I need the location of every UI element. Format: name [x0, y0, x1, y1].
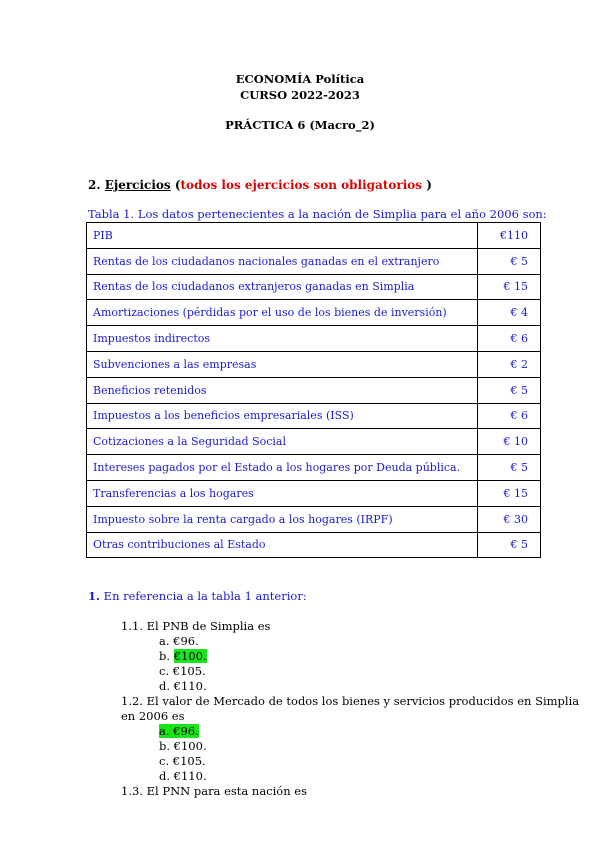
table-cell-value: € 4 — [478, 300, 541, 326]
table-cell-label: Otras contribuciones al Estado — [87, 532, 478, 558]
data-table — [86, 222, 541, 558]
table-cell-value: €110 — [478, 223, 541, 249]
section-heading — [88, 178, 432, 192]
table-cell-value: € 2 — [478, 351, 541, 377]
practice-title: PRÁCTICA 6 (Macro_2) — [225, 118, 375, 132]
table-cell-value: € 5 — [478, 248, 541, 274]
table-cell-label: Cotizaciones a la Seguridad Social — [87, 429, 478, 455]
q1-2-option-a — [159, 724, 199, 738]
table-cell-label: Beneficios retenidos — [87, 377, 478, 403]
table-row — [87, 377, 541, 403]
table-cell-value: € 6 — [478, 326, 541, 352]
table-cell-value: € 6 — [478, 403, 541, 429]
question-number: 1. — [88, 589, 101, 603]
section-number: 2. — [88, 178, 101, 192]
q1-1-option-b-prefix: b. — [159, 649, 174, 663]
q1-3-stem: 1.3. El PNN para esta nación es — [121, 784, 307, 798]
table-caption: Tabla 1. Los datos pertenecientes a la nación de Simplia para el año 2006 son: — [88, 207, 547, 221]
table-cell-label: Impuestos a los beneficios empresariales (ISS) — [87, 403, 478, 429]
question-1 — [88, 589, 307, 603]
table-row — [87, 455, 541, 481]
table-cell-label: Transferencias a los hogares — [87, 480, 478, 506]
q1-1-option-a: a. €96. — [159, 634, 199, 648]
q1-2-stem-line2: en 2006 es — [121, 709, 185, 723]
section-title: Ejercicios — [104, 178, 171, 192]
table-row — [87, 223, 541, 249]
table-cell-value: € 5 — [478, 532, 541, 558]
table-cell-value: € 30 — [478, 506, 541, 532]
q1-2-option-d: d. €110. — [159, 769, 207, 783]
table-cell-label: PIB — [87, 223, 478, 249]
table-row — [87, 326, 541, 352]
table-row — [87, 532, 541, 558]
q1-1-stem: 1.1. El PNB de Simplia es — [121, 619, 271, 633]
table-row — [87, 506, 541, 532]
table-row — [87, 429, 541, 455]
course-year: CURSO 2022-2023 — [240, 88, 360, 102]
table-row — [87, 274, 541, 300]
table-row — [87, 403, 541, 429]
q1-2-option-b: b. €100. — [159, 739, 207, 753]
section-note: todos los ejercicios son obligatorios — [180, 178, 423, 192]
table-cell-value: € 5 — [478, 455, 541, 481]
q1-1-option-d: d. €110. — [159, 679, 207, 693]
table-cell-value: € 15 — [478, 274, 541, 300]
question-text: En referencia a la tabla 1 anterior: — [100, 589, 307, 603]
table-cell-label: Impuestos indirectos — [87, 326, 478, 352]
table-cell-label: Impuesto sobre la renta cargado a los hogares (IRPF) — [87, 506, 478, 532]
table-cell-label: Subvenciones a las empresas — [87, 351, 478, 377]
section-open-paren: ( — [170, 178, 181, 192]
q1-1-option-c: c. €105. — [159, 664, 206, 678]
q1-2-stem-line1: 1.2. El valor de Mercado de todos los bienes y servicios producidos en Simplia — [121, 694, 580, 708]
course-title: ECONOMÍA Política — [235, 72, 365, 86]
q1-1-answer-highlight: €100. — [173, 649, 207, 663]
table-row — [87, 480, 541, 506]
table-cell-label: Intereses pagados por el Estado a los hogares por Deuda pública. — [87, 455, 478, 481]
table-cell-label: Rentas de los ciudadanos extranjeros ganadas en Simplia — [87, 274, 478, 300]
q1-1-option-b — [159, 649, 207, 663]
section-close-paren: ) — [422, 178, 432, 192]
table-row — [87, 351, 541, 377]
table-cell-label: Amortizaciones (pérdidas por el uso de los bienes de inversión) — [87, 300, 478, 326]
table-row — [87, 248, 541, 274]
table-row — [87, 300, 541, 326]
table-cell-value: € 15 — [478, 480, 541, 506]
table-cell-label: Rentas de los ciudadanos nacionales ganadas en el extranjero — [87, 248, 478, 274]
q1-2-answer-highlight: a. €96. — [159, 724, 199, 738]
q1-2-option-c: c. €105. — [159, 754, 206, 768]
table-cell-value: € 10 — [478, 429, 541, 455]
table-cell-value: € 5 — [478, 377, 541, 403]
